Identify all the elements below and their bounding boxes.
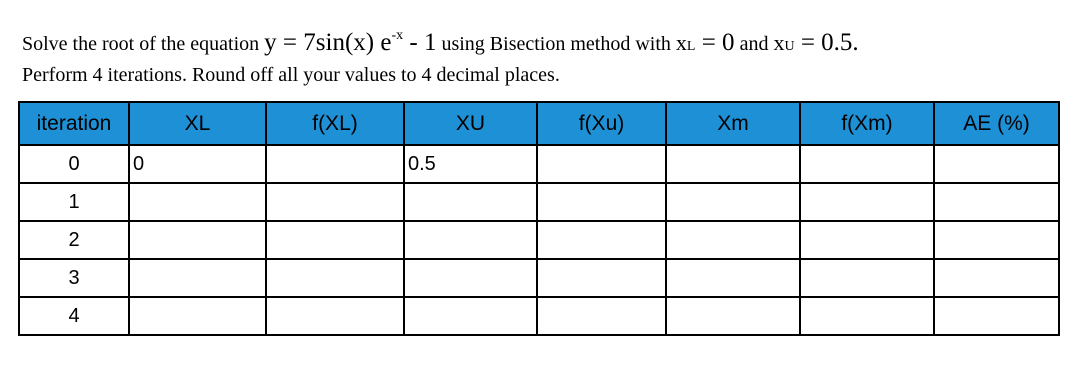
equation [264, 29, 436, 56]
equation-rhs: - 1 [403, 29, 437, 56]
xm-cell[interactable] [666, 259, 800, 297]
xu-variable: xU [773, 30, 795, 55]
fxm-cell[interactable] [800, 183, 934, 221]
header-fxl: f(XL) [266, 102, 404, 145]
xl-cell[interactable] [129, 221, 266, 259]
xm-cell[interactable] [666, 183, 800, 221]
table-row [19, 297, 1059, 335]
xm-cell[interactable] [666, 145, 800, 183]
header-xm: Xm [666, 102, 800, 145]
xu-cell[interactable] [404, 221, 537, 259]
fxm-cell[interactable] [800, 145, 934, 183]
fxu-cell[interactable] [537, 259, 666, 297]
header-xl: XL [129, 102, 266, 145]
problem-prefix: Solve the root of the equation [22, 33, 260, 55]
fxu-cell[interactable] [537, 183, 666, 221]
problem-line-2: Perform 4 iterations. Round off all your values to 4 decimal places. [22, 64, 560, 86]
fxm-cell[interactable] [800, 259, 934, 297]
fxl-cell[interactable] [266, 145, 404, 183]
xl-value: = 0 [695, 29, 735, 56]
iteration-cell: 1 [19, 183, 129, 221]
fxu-cell[interactable] [537, 221, 666, 259]
fxm-cell[interactable] [800, 221, 934, 259]
ae-cell[interactable] [934, 183, 1059, 221]
header-fxm: f(Xm) [800, 102, 934, 145]
iteration-cell: 4 [19, 297, 129, 335]
iteration-cell: 3 [19, 259, 129, 297]
table-row [19, 259, 1059, 297]
header-xu: XU [404, 102, 537, 145]
fxl-cell[interactable] [266, 297, 404, 335]
xl-cell[interactable] [129, 297, 266, 335]
xu-value: = 0.5. [794, 29, 859, 56]
header-row [19, 102, 1059, 145]
xu-cell[interactable] [404, 297, 537, 335]
header-fxu: f(Xu) [537, 102, 666, 145]
ae-cell[interactable] [934, 259, 1059, 297]
ae-cell[interactable] [934, 221, 1059, 259]
header-iteration: iteration [19, 102, 129, 145]
xl-cell[interactable] [129, 259, 266, 297]
fxu-cell[interactable] [537, 145, 666, 183]
bisection-table [18, 101, 1060, 336]
fxl-cell[interactable] [266, 259, 404, 297]
problem-line-1 [22, 28, 1062, 61]
and-text: and [739, 33, 769, 55]
table-row [19, 145, 1059, 183]
xl-cell[interactable]: 0 [129, 145, 266, 183]
method-text: using Bisection method with [441, 33, 671, 55]
xu-cell[interactable] [404, 183, 537, 221]
fxm-cell[interactable] [800, 297, 934, 335]
fxl-cell[interactable] [266, 221, 404, 259]
equation-exponent: -x [391, 27, 404, 43]
ae-cell[interactable] [934, 297, 1059, 335]
problem-statement [22, 28, 1062, 90]
iteration-cell: 0 [19, 145, 129, 183]
fxl-cell[interactable] [266, 183, 404, 221]
xm-cell[interactable] [666, 221, 800, 259]
table-row [19, 183, 1059, 221]
header-ae: AE (%) [934, 102, 1059, 145]
table-row [19, 221, 1059, 259]
xl-variable: xL [675, 30, 696, 55]
equation-lhs: y = 7sin(x) e [264, 29, 392, 56]
xm-cell[interactable] [666, 297, 800, 335]
iteration-cell: 2 [19, 221, 129, 259]
xl-cell[interactable] [129, 183, 266, 221]
xu-cell[interactable] [404, 259, 537, 297]
xu-cell[interactable]: 0.5 [404, 145, 537, 183]
ae-cell[interactable] [934, 145, 1059, 183]
fxu-cell[interactable] [537, 297, 666, 335]
